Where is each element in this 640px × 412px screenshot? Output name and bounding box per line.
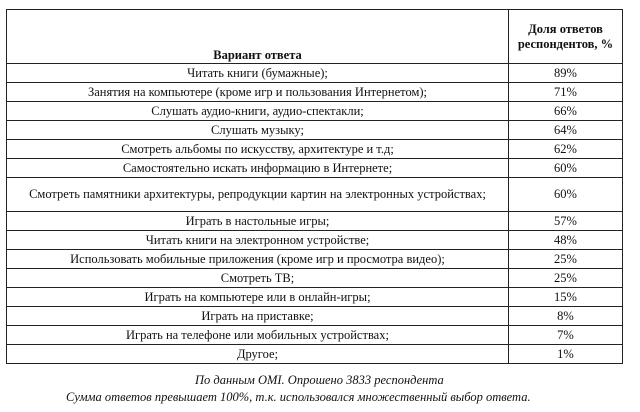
answer-cell: Играть на компьютере или в онлайн-игры; — [7, 288, 509, 307]
share-cell: 8% — [509, 307, 623, 326]
share-cell: 60% — [509, 178, 623, 212]
table-row — [7, 159, 623, 178]
share-cell: 66% — [509, 102, 623, 121]
footnotes — [0, 372, 640, 406]
table-row — [7, 345, 623, 364]
source-note: По данным OMI. Опрошено 3833 респондента — [195, 373, 444, 387]
answer-cell: Использовать мобильные приложения (кроме игр и просмотра видео); — [7, 250, 509, 269]
answer-cell: Слушать музыку; — [7, 121, 509, 140]
table-row — [7, 269, 623, 288]
header-share: Доля ответов респондентов, % — [509, 10, 623, 64]
share-cell: 89% — [509, 64, 623, 83]
answer-cell: Другое; — [7, 345, 509, 364]
share-cell: 25% — [509, 269, 623, 288]
answer-cell: Играть в настольные игры; — [7, 212, 509, 231]
table-row — [7, 64, 623, 83]
table-row — [7, 212, 623, 231]
answer-cell: Слушать аудио-книги, аудио-спектакли; — [7, 102, 509, 121]
share-cell: 7% — [509, 326, 623, 345]
table-row — [7, 102, 623, 121]
survey-table-container — [6, 9, 628, 364]
table-row — [7, 250, 623, 269]
answer-cell: Самостоятельно искать информацию в Интернете; — [7, 159, 509, 178]
answer-cell: Играть на телефоне или мобильных устройствах; — [7, 326, 509, 345]
share-cell: 64% — [509, 121, 623, 140]
survey-table — [6, 9, 623, 364]
share-cell: 1% — [509, 345, 623, 364]
table-header-row — [7, 10, 623, 64]
multi-choice-note: Сумма ответов превышает 100%, т.к. использовался множественный выбор ответа. — [66, 390, 531, 404]
header-answer: Вариант ответа — [7, 10, 509, 64]
share-cell: 57% — [509, 212, 623, 231]
table-row — [7, 178, 623, 212]
share-cell: 48% — [509, 231, 623, 250]
share-cell: 60% — [509, 159, 623, 178]
answer-cell: Занятия на компьютере (кроме игр и пользования Интернетом); — [7, 83, 509, 102]
table-row — [7, 307, 623, 326]
share-cell: 62% — [509, 140, 623, 159]
answer-cell: Играть на приставке; — [7, 307, 509, 326]
share-cell: 25% — [509, 250, 623, 269]
answer-cell: Смотреть памятники архитектуры, репродукции картин на электронных устройствах; — [7, 178, 509, 212]
table-row — [7, 288, 623, 307]
table-row — [7, 326, 623, 345]
answer-cell: Читать книги на электронном устройстве; — [7, 231, 509, 250]
share-cell: 71% — [509, 83, 623, 102]
table-row — [7, 121, 623, 140]
answer-cell: Читать книги (бумажные); — [7, 64, 509, 83]
table-row — [7, 83, 623, 102]
table-row — [7, 140, 623, 159]
share-cell: 15% — [509, 288, 623, 307]
answer-cell: Смотреть альбомы по искусству, архитектуре и т.д; — [7, 140, 509, 159]
answer-cell: Смотреть ТВ; — [7, 269, 509, 288]
table-row — [7, 231, 623, 250]
